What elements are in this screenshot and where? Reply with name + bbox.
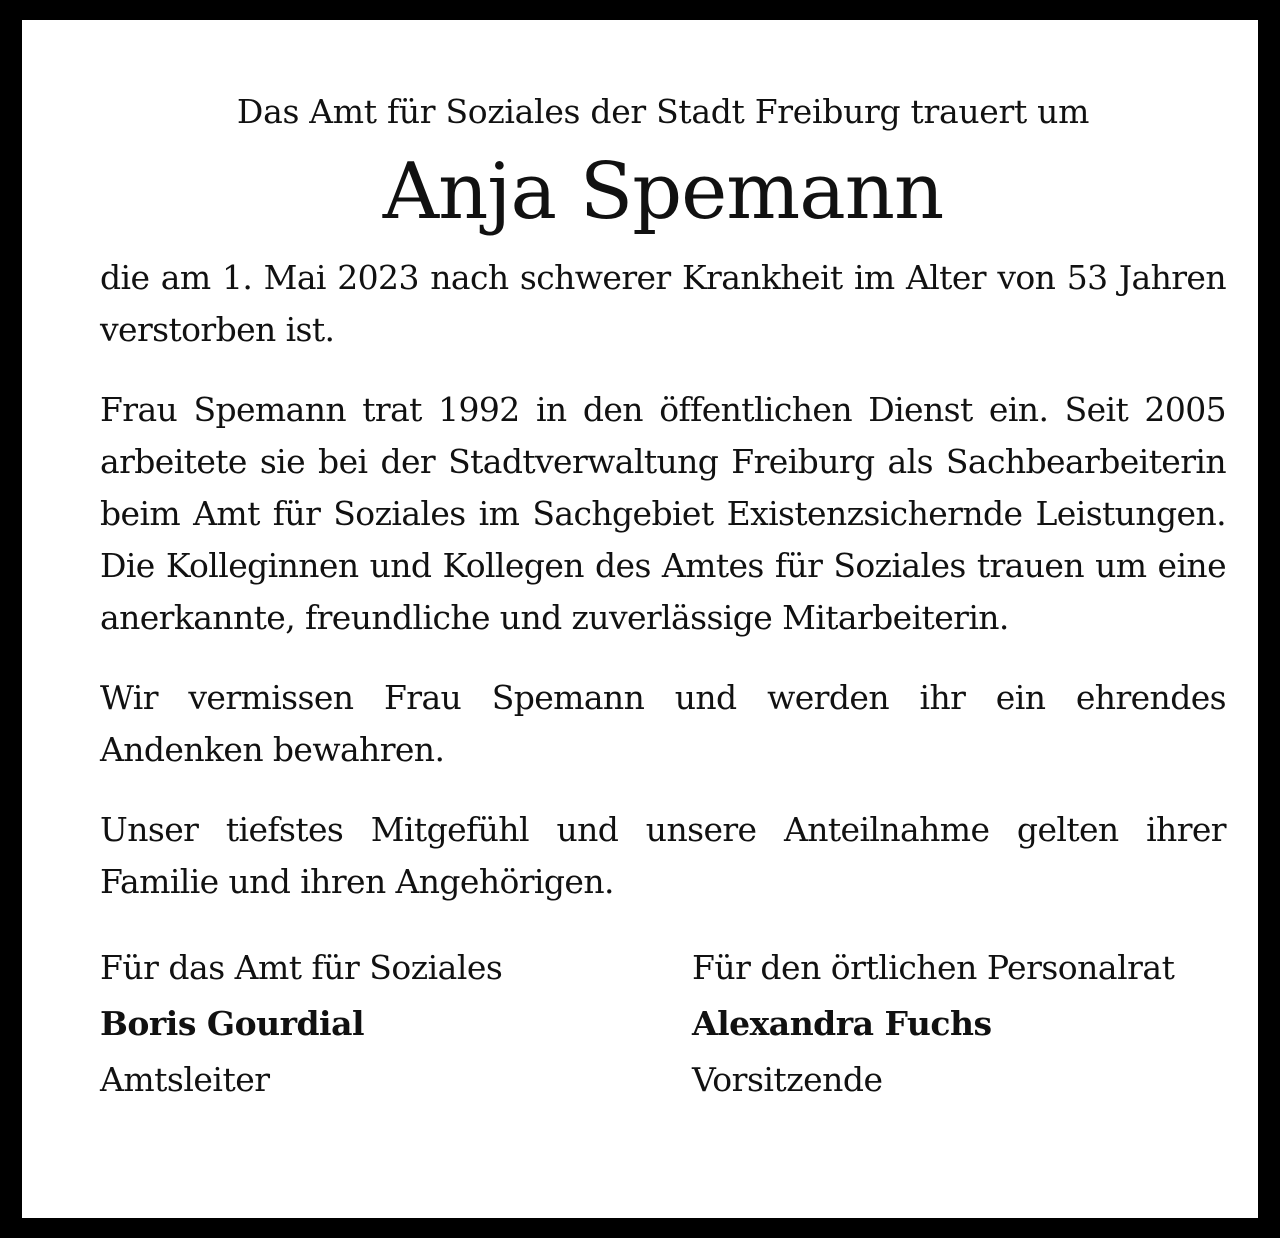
paragraph-remembrance: Wir vermissen Frau Spemann und werden ihr ein ehrendes Andenken bewahren. [100, 678, 1226, 769]
paragraph-career: Frau Spemann trat 1992 in den öffentlichen Dienst ein. Seit 2005 arbeitete sie bei der Stadtverwaltung Freiburg als Sachbearbeiterin beim Amt für Soziales im Sachgebiet Existenzsichernde Leistungen. Die Kolleginnen und Kollegen des Amtes für Soziales trauen um eine anerkannte, freundliche und zuverlässige Mitarbeiterin. [100, 390, 1226, 637]
signature-left [100, 940, 692, 1108]
paragraph-condolence: Unser tiefstes Mitgefühl und unsere Anteilnahme gelten ihrer Familie und ihren Angehörigen. [100, 810, 1226, 901]
signatures [100, 940, 1226, 1108]
paragraph-death-notice: die am 1. Mai 2023 nach schwerer Krankheit im Alter von 53 Jahren verstorben ist. [100, 258, 1226, 349]
intro-line: Das Amt für Soziales der Stadt Freiburg trauert um [236, 92, 1090, 131]
signature-right [692, 940, 1226, 1108]
obituary-content [100, 90, 1226, 1108]
signature-left-role: Amtsleiter [100, 1060, 270, 1099]
deceased-name: Anja Spemann [382, 147, 944, 237]
signature-left-name: Boris Gourdial [100, 1004, 364, 1043]
signature-right-name: Alexandra Fuchs [692, 1004, 992, 1043]
signature-right-org: Für den örtlichen Personalrat [692, 948, 1175, 987]
signature-right-role: Vorsitzende [692, 1060, 883, 1099]
signature-left-org: Für das Amt für Soziales [100, 948, 503, 987]
